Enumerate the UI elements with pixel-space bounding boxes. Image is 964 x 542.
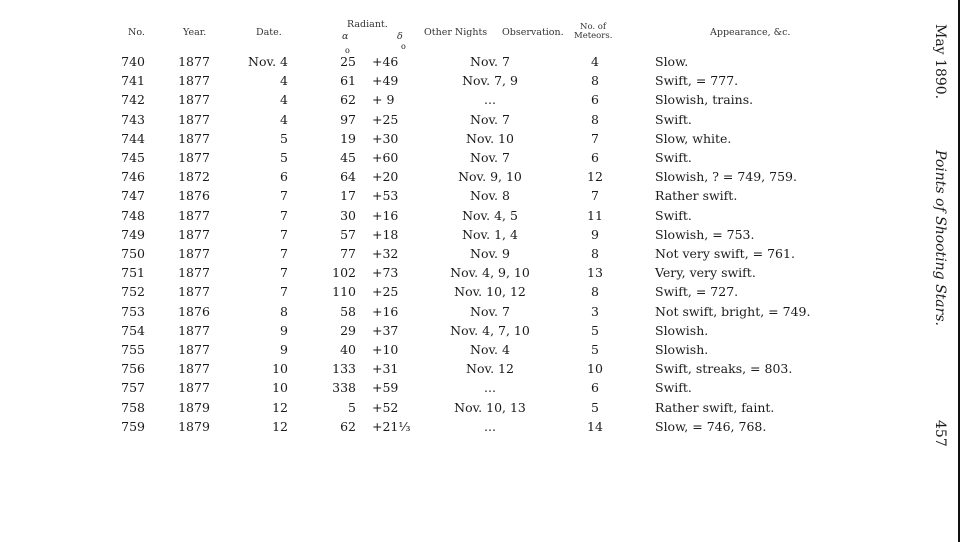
cell-year: 1879 <box>178 399 210 415</box>
cell-alpha: 30 <box>340 207 356 223</box>
table-row <box>0 54 900 73</box>
cell-alpha: 25 <box>340 54 356 69</box>
header-radiant: Radiant. <box>347 19 388 30</box>
table-row <box>0 323 900 342</box>
cell-year: 1877 <box>178 265 210 281</box>
cell-meteors: 13 <box>587 265 603 281</box>
cell-date: 6 <box>280 169 288 185</box>
table-row <box>0 361 900 380</box>
cell-meteors: 3 <box>591 303 599 319</box>
cell-alpha: 19 <box>340 130 356 146</box>
cell-delta: +10 <box>372 342 399 357</box>
cell-other: Nov. 10 <box>466 130 514 146</box>
cell-no: 742 <box>121 92 145 108</box>
cell-year: 1877 <box>178 92 210 108</box>
cell-year: 1877 <box>178 322 210 338</box>
cell-year: 1877 <box>178 226 210 242</box>
cell-date: 12 <box>272 399 288 415</box>
cell-meteors: 5 <box>591 342 599 357</box>
cell-meteors: 7 <box>591 130 599 146</box>
cell-other: ... <box>484 418 496 434</box>
cell-appearance: Swift, = 777. <box>655 73 739 89</box>
cell-year: 1877 <box>178 380 210 396</box>
cell-date: 5 <box>280 130 288 146</box>
cell-other: Nov. 4, 5 <box>462 207 518 223</box>
cell-year: 1877 <box>178 361 210 377</box>
cell-year: 1877 <box>178 73 210 89</box>
cell-date: Nov. 4 <box>248 54 288 69</box>
cell-no: 756 <box>121 361 145 377</box>
cell-delta: +32 <box>372 246 399 261</box>
cell-meteors: 6 <box>591 380 599 396</box>
cell-date: 7 <box>280 246 288 261</box>
cell-meteors: 7 <box>591 188 599 204</box>
table-row <box>0 419 900 438</box>
header-meteors-1: No. of <box>580 22 607 32</box>
cell-year: 1877 <box>178 342 210 357</box>
cell-date: 8 <box>280 303 288 319</box>
header-alpha: α <box>342 31 349 42</box>
cell-year: 1877 <box>178 284 210 300</box>
cell-delta: +21⅓ <box>372 418 411 434</box>
cell-alpha: 5 <box>348 399 356 415</box>
cell-delta: +30 <box>372 130 399 146</box>
table-row <box>0 304 900 323</box>
cell-appearance: Slowish. <box>655 322 709 338</box>
cell-appearance: Swift. <box>655 207 692 223</box>
cell-alpha: 29 <box>340 322 356 338</box>
cell-date: 12 <box>272 418 288 434</box>
cell-meteors: 8 <box>591 246 599 261</box>
cell-alpha: 97 <box>340 111 356 127</box>
cell-delta: +49 <box>372 73 399 89</box>
cell-year: 1872 <box>178 169 210 185</box>
cell-year: 1876 <box>178 188 210 204</box>
cell-date: 10 <box>272 361 288 377</box>
cell-other: Nov. 4 <box>470 342 510 357</box>
cell-other: ... <box>484 380 496 396</box>
cell-delta: +16 <box>372 207 399 223</box>
cell-date: 5 <box>280 150 288 165</box>
cell-meteors: 4 <box>591 54 599 69</box>
table-row <box>0 284 900 303</box>
cell-alpha: 58 <box>340 303 356 319</box>
cell-date: 4 <box>280 111 288 127</box>
cell-delta: +18 <box>372 226 399 242</box>
cell-year: 1877 <box>178 246 210 261</box>
cell-year: 1877 <box>178 130 210 146</box>
cell-other: Nov. 12 <box>466 361 514 377</box>
cell-other: Nov. 7, 9 <box>462 73 518 89</box>
cell-other: Nov. 1, 4 <box>462 226 518 242</box>
table-row <box>0 150 900 169</box>
cell-year: 1877 <box>178 207 210 223</box>
table-row <box>0 227 900 246</box>
cell-year: 1879 <box>178 418 210 434</box>
cell-no: 754 <box>121 322 145 338</box>
cell-alpha: 102 <box>332 265 356 281</box>
cell-no: 746 <box>121 169 145 185</box>
table-row <box>0 208 900 227</box>
cell-appearance: Not swift, bright, = 749. <box>655 303 811 319</box>
table-row <box>0 92 900 111</box>
cell-date: 7 <box>280 207 288 223</box>
cell-meteors: 10 <box>587 361 603 377</box>
cell-no: 752 <box>121 284 145 300</box>
cell-alpha: 133 <box>332 361 356 377</box>
running-title: Points of Shooting Stars. <box>932 150 948 326</box>
cell-alpha: 57 <box>340 226 356 242</box>
cell-appearance: Slowish, trains. <box>655 92 754 108</box>
cell-meteors: 8 <box>591 73 599 89</box>
cell-no: 748 <box>121 207 145 223</box>
cell-meteors: 5 <box>591 322 599 338</box>
cell-appearance: Slow, white. <box>655 130 732 146</box>
cell-delta: +73 <box>372 265 399 281</box>
cell-alpha: 110 <box>332 284 356 300</box>
cell-alpha: 61 <box>340 73 356 89</box>
cell-meteors: 5 <box>591 399 599 415</box>
cell-appearance: Rather swift. <box>655 188 738 204</box>
cell-other: Nov. 7 <box>470 303 510 319</box>
cell-other: Nov. 10, 13 <box>454 399 526 415</box>
cell-delta: +60 <box>372 150 399 165</box>
running-date: May 1890. <box>932 24 948 100</box>
cell-meteors: 11 <box>587 207 603 223</box>
cell-delta: +53 <box>372 188 399 204</box>
cell-alpha: 45 <box>340 150 356 165</box>
cell-year: 1877 <box>178 54 210 69</box>
cell-delta: +59 <box>372 380 399 396</box>
cell-meteors: 12 <box>587 169 603 185</box>
cell-date: 7 <box>280 284 288 300</box>
cell-year: 1876 <box>178 303 210 319</box>
cell-appearance: Slow. <box>655 54 689 69</box>
cell-other: Nov. 7 <box>470 111 510 127</box>
cell-meteors: 9 <box>591 226 599 242</box>
header-no: No. <box>128 27 145 38</box>
page-number: 457 <box>932 420 948 447</box>
cell-appearance: Swift. <box>655 111 692 127</box>
table-row <box>0 131 900 150</box>
cell-delta: +31 <box>372 361 399 377</box>
cell-other: Nov. 9 <box>470 246 510 261</box>
cell-no: 740 <box>121 54 145 69</box>
cell-no: 753 <box>121 303 145 319</box>
cell-delta: +25 <box>372 111 399 127</box>
cell-alpha: 338 <box>332 380 356 396</box>
cell-no: 758 <box>121 399 145 415</box>
cell-appearance: Slowish, = 753. <box>655 226 755 242</box>
cell-alpha: 62 <box>340 418 356 434</box>
cell-other: Nov. 4, 7, 10 <box>450 322 530 338</box>
cell-no: 744 <box>121 130 145 146</box>
header-delta: δ <box>397 31 403 42</box>
cell-date: 4 <box>280 73 288 89</box>
cell-appearance: Slowish. <box>655 342 709 357</box>
cell-no: 745 <box>121 150 145 165</box>
cell-delta: +37 <box>372 322 399 338</box>
cell-no: 749 <box>121 226 145 242</box>
header-observation: Observation. <box>502 27 564 38</box>
cell-meteors: 8 <box>591 111 599 127</box>
degree-mark: o <box>345 46 350 55</box>
table-row <box>0 169 900 188</box>
cell-delta: +16 <box>372 303 399 319</box>
cell-delta: + 9 <box>372 92 395 108</box>
cell-no: 743 <box>121 111 145 127</box>
table-row <box>0 73 900 92</box>
cell-year: 1877 <box>178 150 210 165</box>
header-meteors-2: Meteors. <box>574 31 613 41</box>
cell-appearance: Swift. <box>655 380 692 396</box>
cell-other: Nov. 4, 9, 10 <box>450 265 530 281</box>
header-date: Date. <box>256 27 282 38</box>
cell-no: 757 <box>121 380 145 396</box>
page-edge <box>958 0 960 542</box>
cell-no: 751 <box>121 265 145 281</box>
cell-date: 10 <box>272 380 288 396</box>
cell-delta: +20 <box>372 169 399 185</box>
cell-meteors: 14 <box>587 418 603 434</box>
cell-other: ... <box>484 92 496 108</box>
cell-other: Nov. 8 <box>470 188 510 204</box>
cell-date: 7 <box>280 265 288 281</box>
cell-year: 1877 <box>178 111 210 127</box>
cell-appearance: Slow, = 746, 768. <box>655 418 767 434</box>
cell-no: 759 <box>121 418 145 434</box>
header-appearance: Appearance, &c. <box>710 27 791 38</box>
cell-delta: +25 <box>372 284 399 300</box>
cell-delta: +52 <box>372 399 399 415</box>
degree-mark: o <box>401 42 406 51</box>
table-row <box>0 188 900 207</box>
cell-date: 4 <box>280 92 288 108</box>
cell-meteors: 6 <box>591 150 599 165</box>
cell-other: Nov. 9, 10 <box>458 169 522 185</box>
cell-appearance: Swift, streaks, = 803. <box>655 361 793 377</box>
cell-alpha: 77 <box>340 246 356 261</box>
cell-alpha: 40 <box>340 342 356 357</box>
table-row <box>0 342 900 361</box>
cell-appearance: Swift, = 727. <box>655 284 739 300</box>
cell-other: Nov. 10, 12 <box>454 284 526 300</box>
table-row <box>0 400 900 419</box>
cell-date: 7 <box>280 188 288 204</box>
cell-date: 7 <box>280 226 288 242</box>
cell-appearance: Very, very swift. <box>655 265 756 281</box>
cell-alpha: 62 <box>340 92 356 108</box>
cell-meteors: 6 <box>591 92 599 108</box>
cell-alpha: 17 <box>340 188 356 204</box>
header-year: Year. <box>183 27 207 38</box>
cell-date: 9 <box>280 342 288 357</box>
cell-other: Nov. 7 <box>470 150 510 165</box>
cell-no: 747 <box>121 188 145 204</box>
cell-no: 755 <box>121 342 145 357</box>
table-row <box>0 265 900 284</box>
cell-delta: +46 <box>372 54 399 69</box>
table-row <box>0 246 900 265</box>
cell-appearance: Not very swift, = 761. <box>655 246 795 261</box>
cell-no: 750 <box>121 246 145 261</box>
table-row <box>0 380 900 399</box>
table-row <box>0 112 900 131</box>
cell-no: 741 <box>121 73 145 89</box>
cell-alpha: 64 <box>340 169 356 185</box>
cell-appearance: Swift. <box>655 150 692 165</box>
cell-appearance: Rather swift, faint. <box>655 399 775 415</box>
cell-meteors: 8 <box>591 284 599 300</box>
header-other-nights: Other Nights <box>424 27 488 38</box>
cell-date: 9 <box>280 322 288 338</box>
cell-other: Nov. 7 <box>470 54 510 69</box>
cell-appearance: Slowish, ? = 749, 759. <box>655 169 797 185</box>
